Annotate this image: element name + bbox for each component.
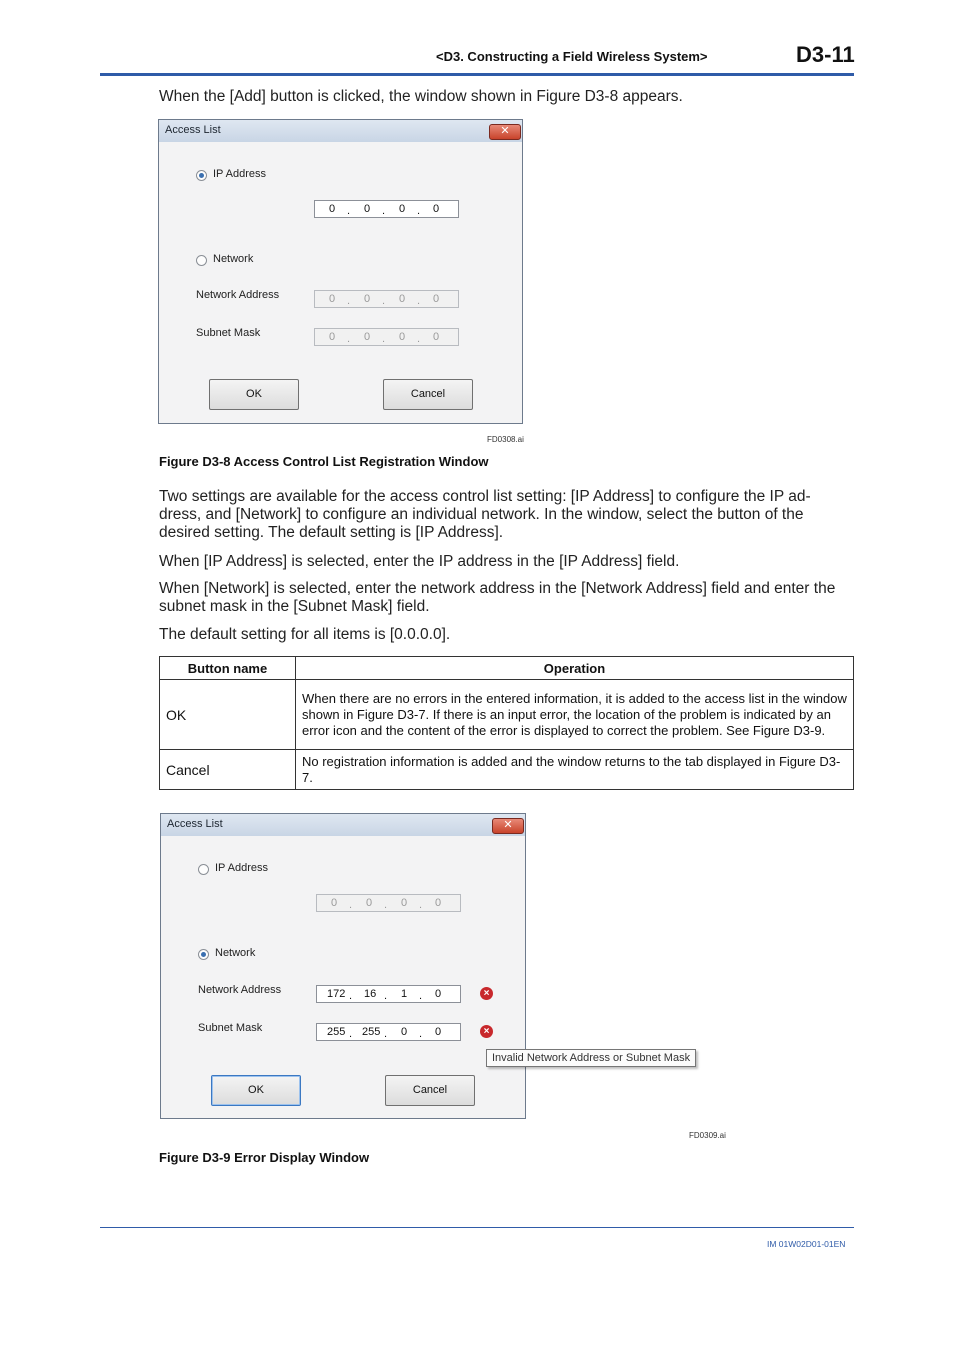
dialog-title-bar bbox=[161, 814, 525, 836]
ip-address-radio[interactable] bbox=[196, 170, 207, 181]
figure-file-ref: FD0309.ai bbox=[689, 1131, 726, 1140]
ip-dot: . bbox=[347, 205, 351, 217]
ip-address-radio-label: IP Address bbox=[213, 168, 266, 180]
network-radio-label: Network bbox=[215, 947, 256, 959]
ok-button[interactable]: OK bbox=[211, 1075, 301, 1106]
subnet-mask-label: Subnet Mask bbox=[196, 327, 261, 339]
operation-cell: No registration information is added and the window returns to the tab displayed in Figure D3-7. bbox=[296, 750, 854, 790]
page-number: D3-11 bbox=[796, 42, 855, 67]
ip-octet-3: 0 bbox=[399, 203, 406, 215]
close-icon[interactable]: ✕ bbox=[492, 818, 524, 834]
access-list-dialog-error bbox=[160, 813, 526, 1119]
button-name-cell: Cancel bbox=[160, 750, 296, 790]
network-octet-3: 1 bbox=[401, 988, 408, 1000]
ip-octet-4: 0 bbox=[435, 897, 442, 909]
column-header: Button name bbox=[160, 657, 296, 680]
subnet-octet-2: 255 bbox=[362, 1026, 381, 1038]
ip-octet-1: 0 bbox=[331, 897, 338, 909]
table-row bbox=[160, 680, 854, 750]
subnet-octet-1: 255 bbox=[327, 1026, 346, 1038]
error-icon: × bbox=[480, 987, 493, 1000]
dialog-body bbox=[159, 142, 522, 423]
subnet-mask-field[interactable] bbox=[316, 1023, 461, 1041]
network-address-label: Network Address bbox=[198, 984, 282, 996]
ip-dot: . bbox=[417, 205, 421, 217]
network-address-field[interactable] bbox=[316, 985, 461, 1003]
ip-octet-2: 0 bbox=[364, 203, 371, 215]
ip-dot: . bbox=[382, 205, 386, 217]
network-dot: . bbox=[384, 990, 388, 1002]
network-octet-4: 0 bbox=[433, 293, 440, 305]
network-radio-label: Network bbox=[213, 253, 254, 265]
subnet-octet-1: 0 bbox=[329, 331, 336, 343]
column-header: Operation bbox=[296, 657, 854, 680]
figure-caption: Figure D3-8 Access Control List Registration Window bbox=[159, 454, 489, 469]
paragraph: The default setting for all items is [0.0.0.0]. bbox=[159, 626, 451, 643]
table-row bbox=[160, 750, 854, 790]
dialog-title: Access List bbox=[165, 124, 221, 136]
error-tooltip: Invalid Network Address or Subnet Mask bbox=[486, 1049, 696, 1067]
network-octet-2: 0 bbox=[364, 293, 371, 305]
ip-address-radio-label: IP Address bbox=[215, 862, 268, 874]
network-dot: . bbox=[382, 295, 386, 307]
figure-caption: Figure D3-9 Error Display Window bbox=[159, 1150, 370, 1165]
subnet-octet-3: 0 bbox=[401, 1026, 408, 1038]
document-id: IM 01W02D01-01EN bbox=[767, 1239, 846, 1249]
intro-paragraph: When the [Add] button is clicked, the window shown in Figure D3-8 appears. bbox=[159, 88, 683, 105]
ip-octet-2: 0 bbox=[366, 897, 373, 909]
ip-address-field[interactable] bbox=[314, 200, 459, 218]
header-rule bbox=[100, 73, 854, 76]
subnet-mask-field[interactable] bbox=[314, 328, 459, 346]
network-octet-1: 172 bbox=[327, 988, 346, 1000]
paragraph: Two settings are available for the access control list setting: [IP Address] to configure the IP ad-dress, and [Network] to configure an individual network. In the window, select the button of the desired setting. The default setting is [IP Address]. bbox=[159, 488, 811, 541]
network-radio[interactable] bbox=[198, 949, 209, 960]
footer-rule bbox=[100, 1227, 854, 1228]
subnet-octet-2: 0 bbox=[364, 331, 371, 343]
ip-octet-4: 0 bbox=[433, 203, 440, 215]
ip-address-radio[interactable] bbox=[198, 864, 209, 875]
ip-octet-3: 0 bbox=[401, 897, 408, 909]
running-header-section: <D3. Constructing a Field Wireless System> bbox=[436, 49, 708, 64]
paragraph: When [Network] is selected, enter the network address in the [Network Address] field and enter the subnet mask in the [Subnet Mask] field. bbox=[159, 580, 836, 615]
cancel-button[interactable]: Cancel bbox=[383, 379, 473, 410]
network-address-field[interactable] bbox=[314, 290, 459, 308]
ip-dot: . bbox=[349, 899, 353, 911]
subnet-dot: . bbox=[384, 1028, 388, 1040]
network-dot: . bbox=[419, 990, 423, 1002]
subnet-mask-label: Subnet Mask bbox=[198, 1022, 263, 1034]
subnet-octet-3: 0 bbox=[399, 331, 406, 343]
dialog-body bbox=[161, 836, 525, 1118]
network-radio[interactable] bbox=[196, 255, 207, 266]
button-name-cell: OK bbox=[160, 680, 296, 750]
network-dot: . bbox=[417, 295, 421, 307]
paragraph: When [IP Address] is selected, enter the IP address in the [IP Address] field. bbox=[159, 553, 680, 570]
figure-file-ref: FD0308.ai bbox=[487, 435, 524, 444]
network-dot: . bbox=[349, 990, 353, 1002]
subnet-octet-4: 0 bbox=[435, 1026, 442, 1038]
button-operation-table bbox=[159, 656, 854, 790]
network-octet-2: 16 bbox=[364, 988, 377, 1000]
ip-dot: . bbox=[419, 899, 423, 911]
network-dot: . bbox=[347, 295, 351, 307]
ip-octet-1: 0 bbox=[329, 203, 336, 215]
subnet-octet-4: 0 bbox=[433, 331, 440, 343]
subnet-dot: . bbox=[347, 333, 351, 345]
ok-button[interactable]: OK bbox=[209, 379, 299, 410]
network-octet-3: 0 bbox=[399, 293, 406, 305]
cancel-button[interactable]: Cancel bbox=[385, 1075, 475, 1106]
access-list-dialog-default bbox=[158, 119, 523, 424]
ip-address-field[interactable] bbox=[316, 894, 461, 912]
network-octet-1: 0 bbox=[329, 293, 336, 305]
subnet-dot: . bbox=[419, 1028, 423, 1040]
table-header-row bbox=[160, 657, 854, 680]
error-icon: × bbox=[480, 1025, 493, 1038]
subnet-dot: . bbox=[417, 333, 421, 345]
subnet-dot: . bbox=[349, 1028, 353, 1040]
network-address-label: Network Address bbox=[196, 289, 280, 301]
dialog-title-bar bbox=[159, 120, 522, 142]
operation-cell: When there are no errors in the entered information, it is added to the access list in the window shown in Figure D3-7. If there is an input error, the location of the problem is indicated by an error icon and the content of the error is displayed to correct the problem. See Figure D3-9. bbox=[296, 680, 854, 750]
network-octet-4: 0 bbox=[435, 988, 442, 1000]
dialog-title: Access List bbox=[167, 818, 223, 830]
close-icon[interactable]: ✕ bbox=[489, 124, 521, 140]
ip-dot: . bbox=[384, 899, 388, 911]
subnet-dot: . bbox=[382, 333, 386, 345]
